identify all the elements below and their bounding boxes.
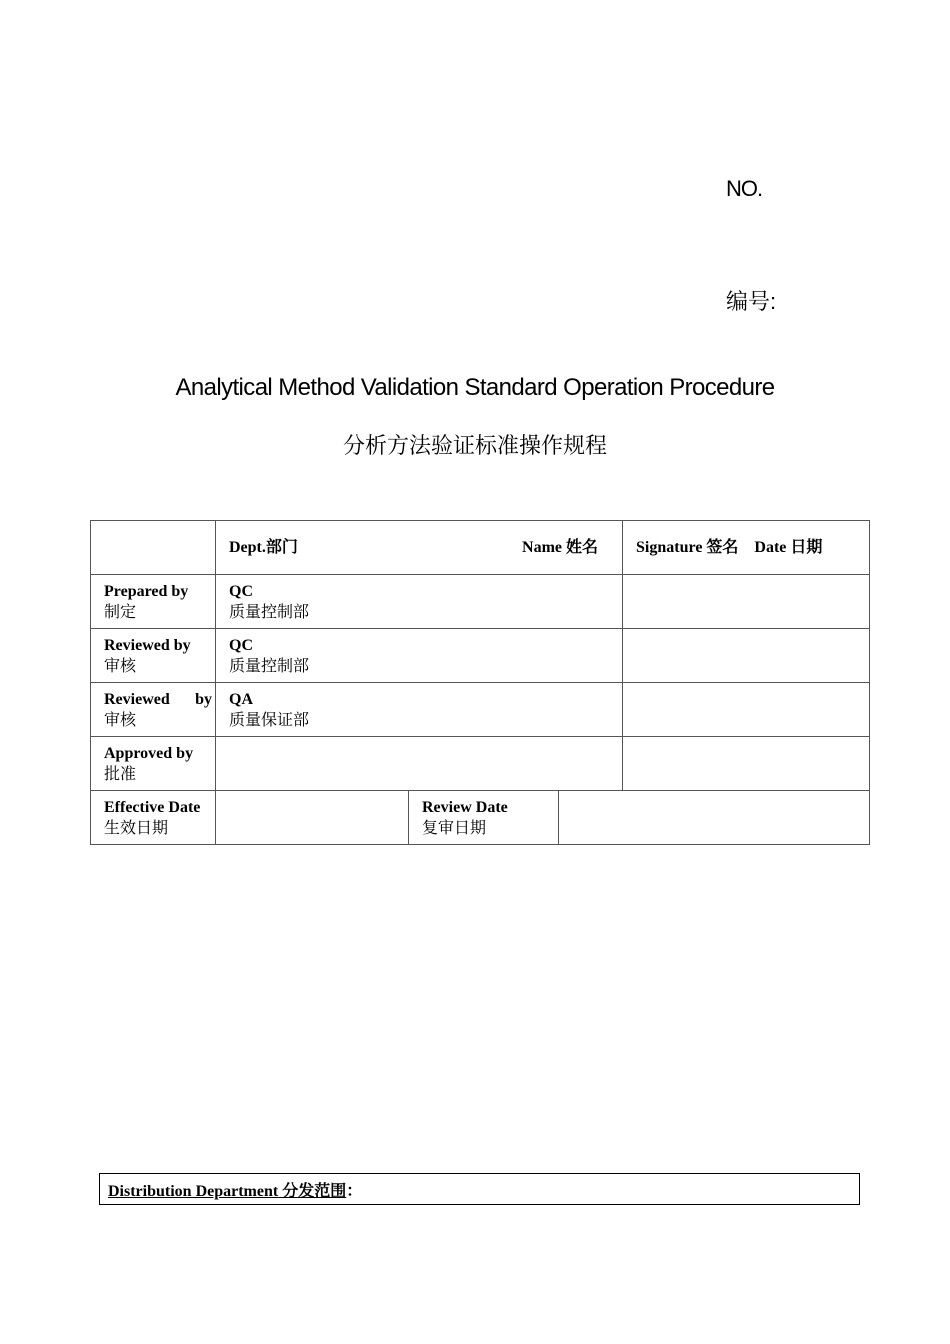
- dept-cn: 质量控制部: [229, 657, 310, 675]
- header-signature-date-label: Signature 签名 Date 日期: [623, 521, 870, 575]
- table-row: [91, 683, 870, 737]
- role-en: Reviewed by: [104, 636, 191, 654]
- distribution-label: Distribution Department 分发范围: [108, 1183, 347, 1200]
- header-dept-name-cell: [216, 521, 623, 575]
- effective-date-label-cell: [91, 791, 216, 845]
- table-row-effective: [91, 791, 870, 845]
- effective-date-cn: 生效日期: [104, 819, 169, 837]
- review-date-cn: 复审日期: [422, 819, 487, 837]
- document-code-label: 编号:: [726, 289, 777, 314]
- review-date-label-cell: [409, 791, 559, 845]
- effective-date-en: Effective Date: [104, 798, 201, 816]
- role-en: Approved by: [104, 744, 194, 762]
- table-row: [91, 737, 870, 791]
- header-name-label: Name 姓名: [522, 539, 599, 556]
- role-cell: [91, 575, 216, 629]
- effective-date-value-cell[interactable]: [216, 791, 409, 845]
- signature-cell[interactable]: [623, 629, 870, 683]
- signature-cell[interactable]: [623, 683, 870, 737]
- role-en: Reviewed by: [104, 690, 212, 708]
- signoff-table: [90, 520, 870, 845]
- dept-cell: [216, 629, 623, 683]
- document-title-english: Analytical Method Validation Standard Operation Procedure: [175, 374, 775, 401]
- review-date-value-cell[interactable]: [559, 791, 870, 845]
- dept-cn: 质量保证部: [229, 711, 310, 729]
- dept-en: QA: [229, 690, 253, 708]
- dept-en: QC: [229, 582, 253, 600]
- role-cn: 批准: [104, 765, 137, 783]
- dept-cell: [216, 683, 623, 737]
- role-cn: 审核: [104, 711, 137, 729]
- dept-en: QC: [229, 636, 253, 654]
- dept-cell[interactable]: [216, 737, 623, 791]
- document-title-chinese: 分析方法验证标准操作规程: [342, 433, 607, 458]
- distribution-box: [99, 1173, 860, 1205]
- document-number-label: NO.: [726, 176, 763, 201]
- role-cell: [91, 683, 216, 737]
- role-cn: 审核: [104, 657, 137, 675]
- table-header-row: [91, 521, 870, 575]
- dept-cell: [216, 575, 623, 629]
- signature-cell[interactable]: [623, 575, 870, 629]
- role-cell: [91, 737, 216, 791]
- table-row: [91, 629, 870, 683]
- role-cell: [91, 629, 216, 683]
- table-row: [91, 575, 870, 629]
- role-cn: 制定: [104, 603, 137, 621]
- signature-cell[interactable]: [623, 737, 870, 791]
- dept-cn: 质量控制部: [229, 603, 310, 621]
- header-empty-cell: [91, 521, 216, 575]
- role-en: Prepared by: [104, 582, 189, 600]
- review-date-en: Review Date: [422, 798, 508, 816]
- distribution-colon: ：: [346, 1183, 363, 1200]
- header-dept-label: Dept.部门: [229, 539, 298, 556]
